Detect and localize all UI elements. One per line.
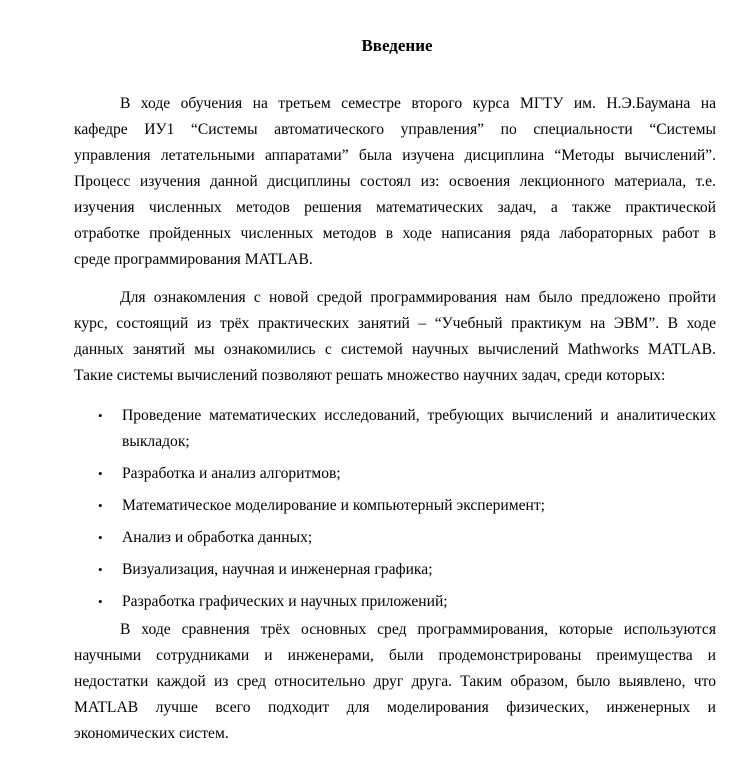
list-item-text: Математическое моделирование и компьютерный эксперимент; [122, 497, 545, 514]
list-item-text: выкладок; [122, 433, 190, 450]
text-line: отработке пройденных численных методов в ходе написания ряда лабораторных работ в [74, 225, 716, 242]
list-item [74, 403, 716, 455]
text-line: среде программирования MATLAB. [74, 251, 313, 268]
text-line: В ходе сравнения трёх основных сред программирования, которые используются [120, 621, 716, 638]
page-title: Введение [361, 36, 433, 55]
bullet-icon: • [98, 530, 103, 545]
bullet-icon: • [98, 408, 103, 423]
text-line: научными сотрудниками и инженерами, были продемонстрированы преимущества и [74, 647, 716, 664]
list-item [74, 525, 716, 551]
text-line: изучения численных методов решения математических задач, а также практической [74, 199, 716, 216]
text-line: курс, состоящий из трёх практических занятий – “Учебный практикум на ЭВМ”. В ходе [74, 315, 716, 332]
bullet-icon: • [98, 466, 103, 481]
list-item [74, 589, 716, 615]
paragraph-conclusion [74, 617, 716, 747]
text-line: MATLAB лучше всего подходит для моделирования физических, инженерных и [74, 699, 716, 716]
bullet-icon: • [98, 498, 103, 513]
paragraph-matlab-course [74, 285, 716, 389]
text-line: В ходе обучения на третьем семестре второго курса МГТУ им. Н.Э.Баумана на [120, 95, 716, 112]
text-line: управления летательными аппаратами” была изучена дисциплина “Методы вычислений”. [74, 147, 716, 164]
list-item [74, 557, 716, 583]
text-line: Такие системы вычислений позволяют решать множество научних задач, среди которых: [74, 367, 666, 384]
bullet-icon: • [98, 562, 103, 577]
paragraph-intro [74, 91, 716, 273]
text-line: данных занятий мы ознакомились с системой научных вычислений Mathworks MATLAB. [74, 341, 716, 358]
text-line: кафедре ИУ1 “Системы автоматического управления” по специальности “Системы [74, 121, 716, 138]
list-item [74, 493, 716, 519]
list-item-text: Анализ и обработка данных; [122, 529, 313, 546]
list-item-text: Проведение математических исследований, требующих вычислений и аналитических [122, 407, 716, 424]
bullet-icon: • [98, 594, 103, 609]
list-item-text: Визуализация, научная и инженерная графика; [122, 561, 433, 578]
text-line: экономических систем. [74, 725, 229, 742]
text-line: недостатки каждой из сред относительно друг друга. Таким образом, было выявлено, что [74, 673, 716, 690]
bullet-list [74, 403, 716, 621]
list-item [74, 461, 716, 487]
text-line: Процесс изучения данной дисциплины состоял из: освоения лекционного материала, т.е. [74, 173, 716, 190]
text-line: Для ознакомления с новой средой программирования нам было предложено пройти [120, 289, 716, 306]
list-item-text: Разработка графических и научных приложений; [122, 593, 448, 610]
list-item-text: Разработка и анализ алгоритмов; [122, 465, 341, 482]
